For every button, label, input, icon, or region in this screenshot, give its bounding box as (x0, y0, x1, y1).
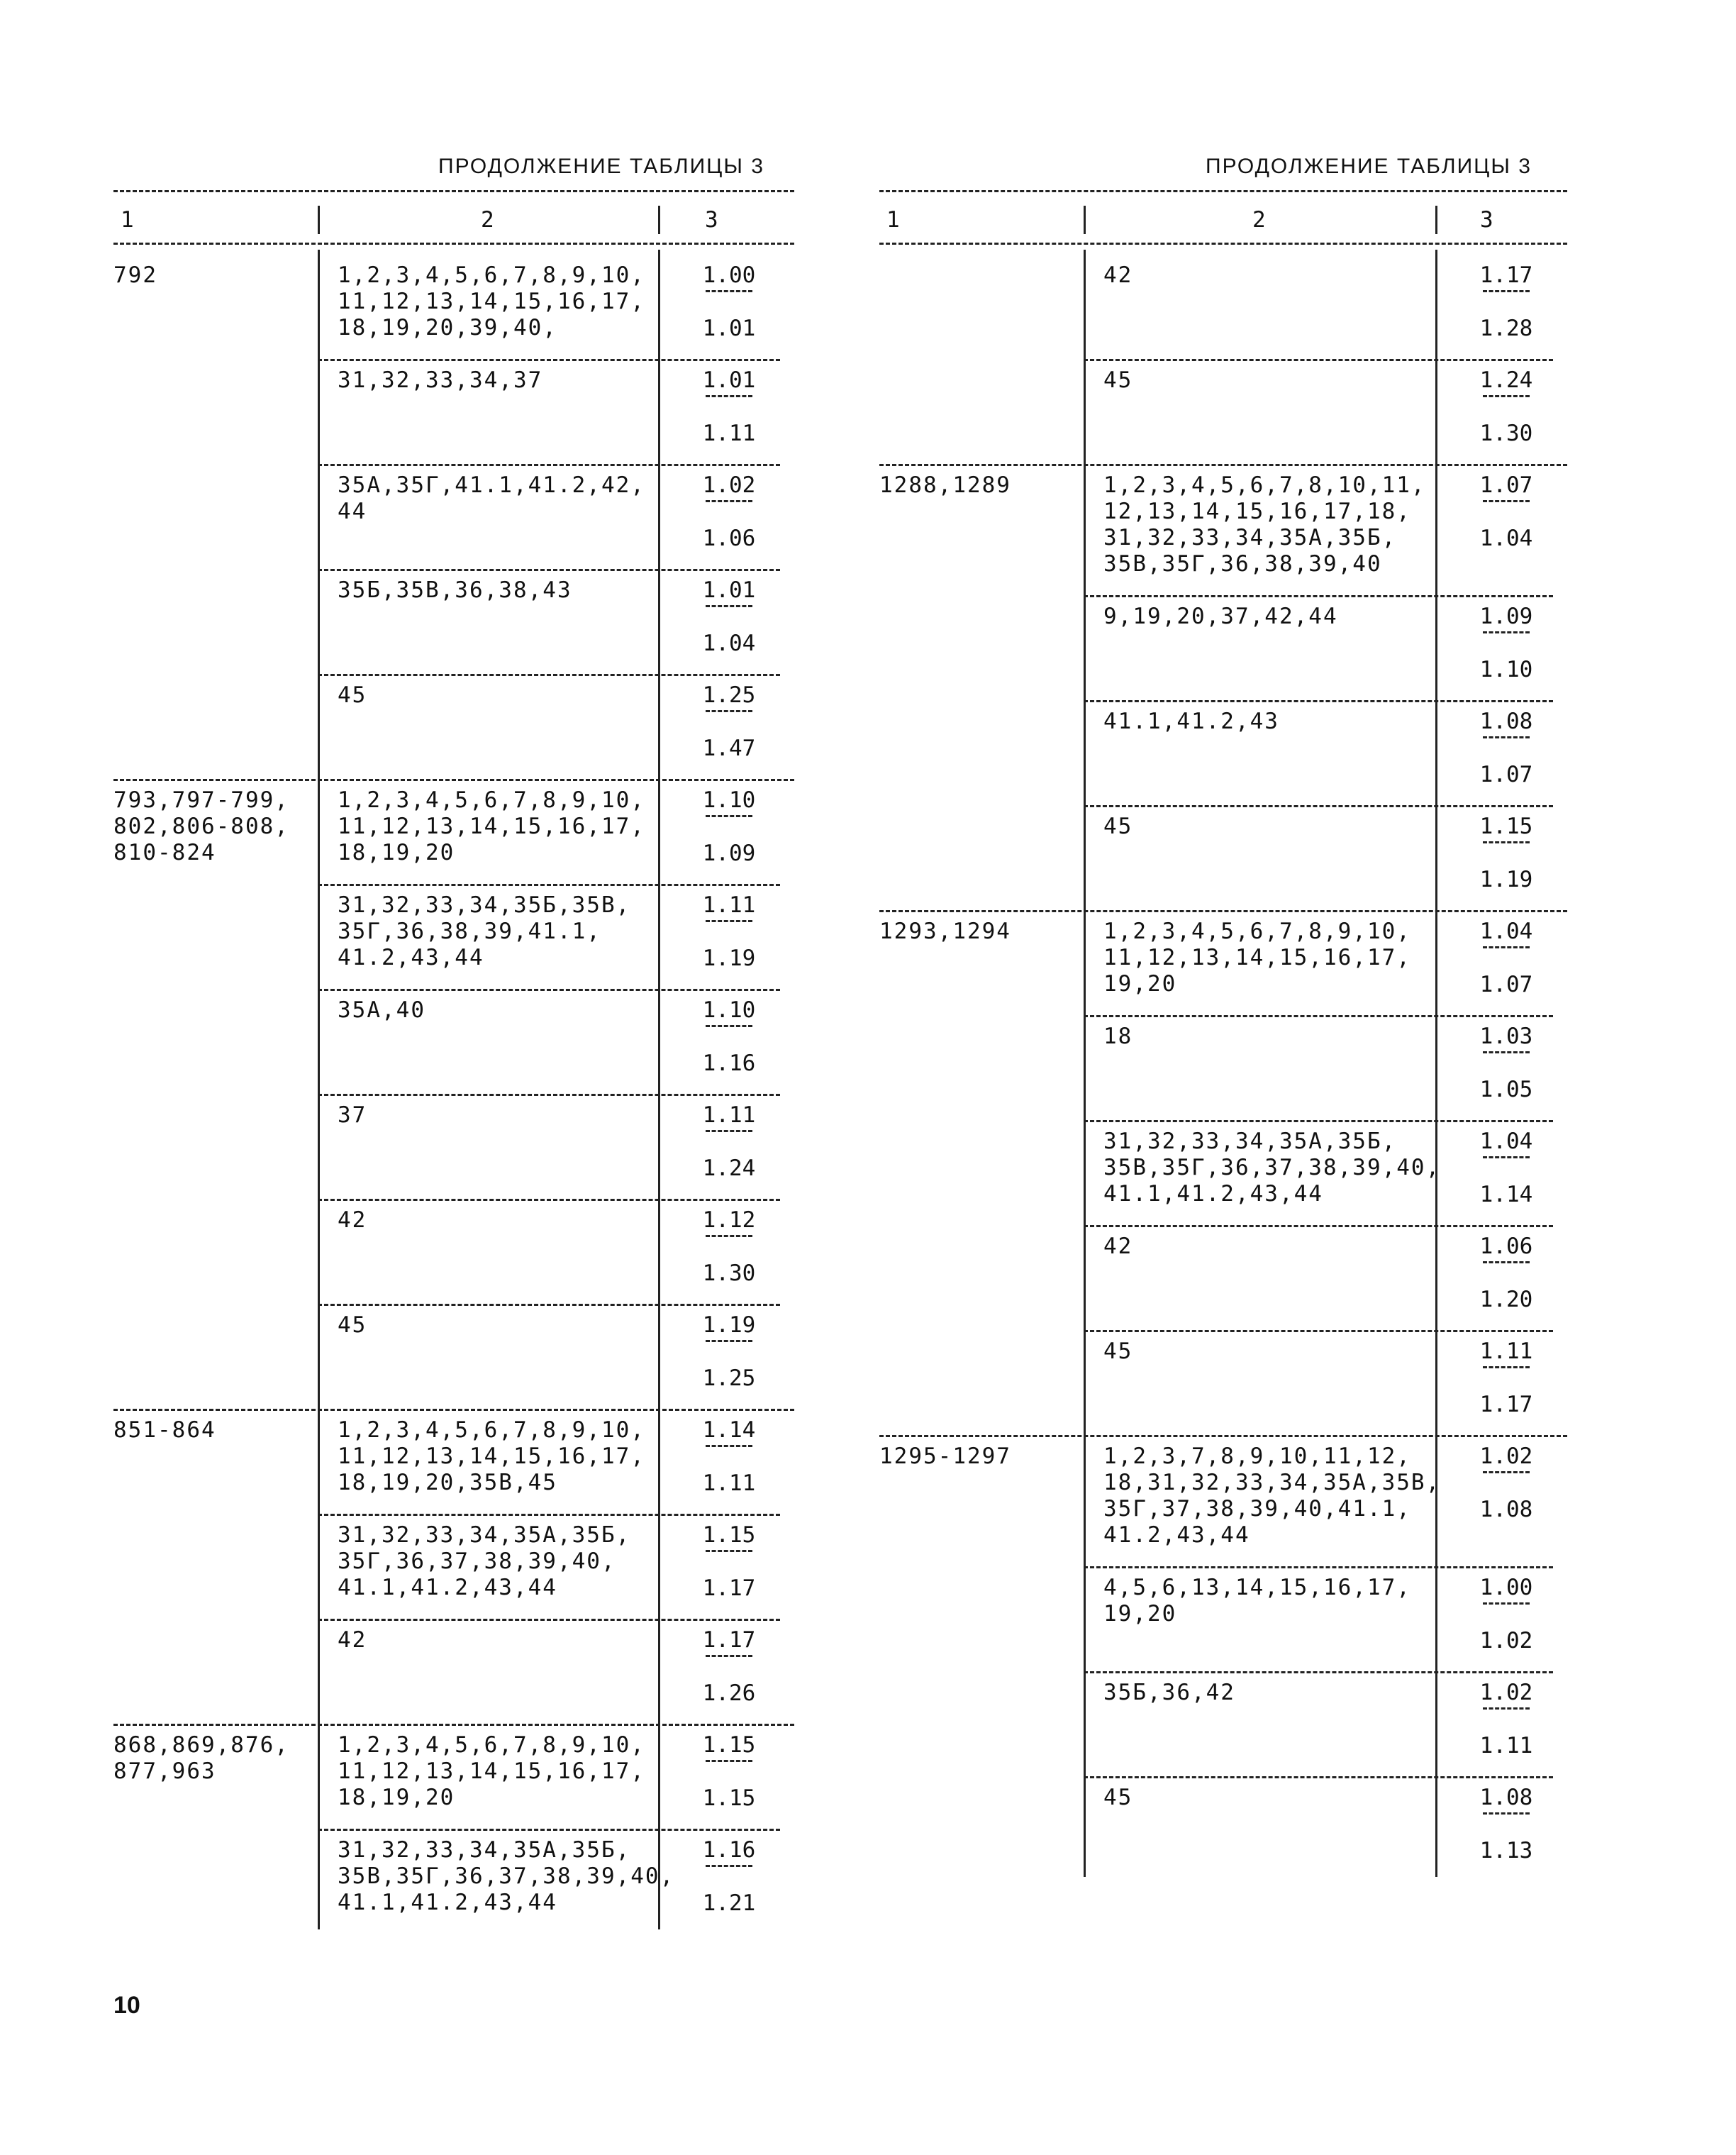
cell-parameters: 37 (338, 1102, 367, 1128)
cell-parameters: 31,32,33,34,35А,35Б, 35В,35Г,36,37,38,39,40, 41.1,41.2,43,44 (338, 1837, 675, 1915)
coefficient-denominator: 1.06 (702, 526, 756, 551)
row-separator (318, 989, 780, 991)
cell-coefficient (686, 577, 772, 657)
coefficient-denominator: 1.30 (702, 1261, 756, 1286)
row-separator (318, 1619, 780, 1621)
column-header-1: 1 (121, 207, 134, 233)
header-top-rule (113, 190, 794, 192)
header-divider (1435, 206, 1437, 234)
group-id: 868,869,876, 877,963 (113, 1732, 289, 1784)
group-separator (879, 910, 1567, 912)
cell-parameters: 9,19,20,37,42,44 (1103, 604, 1338, 629)
coefficient-denominator: 1.15 (702, 1785, 756, 1811)
cell-parameters: 35Б,36,42 (1103, 1680, 1235, 1705)
cell-coefficient (686, 472, 772, 552)
fraction-bar (1483, 1812, 1530, 1837)
coefficient-numerator: 1.12 (702, 1207, 756, 1233)
coefficient-denominator: 1.09 (702, 841, 756, 866)
row-separator (1084, 1566, 1553, 1568)
cell-coefficient (1464, 367, 1549, 447)
cell-coefficient (1464, 1024, 1549, 1103)
cell-coefficient (1464, 1444, 1549, 1523)
fraction-bar (1483, 500, 1530, 524)
coefficient-numerator: 1.09 (1479, 604, 1533, 629)
coefficient-denominator: 1.14 (1479, 1182, 1533, 1207)
coefficient-denominator: 1.47 (702, 736, 756, 761)
table-continuation-title: ПРОДОЛЖЕНИЕ ТАБЛИЦЫ 3 (1206, 155, 1532, 178)
coefficient-denominator: 1.11 (702, 1470, 756, 1496)
cell-parameters: 31,32,33,34,35А,35Б, 35В,35Г,36,37,38,39,40, 41.1,41.2,43,44 (1103, 1129, 1441, 1207)
cell-coefficient (686, 1627, 772, 1707)
header-divider (318, 206, 320, 234)
cell-coefficient (1464, 1680, 1549, 1759)
coefficient-numerator: 1.01 (702, 577, 756, 603)
coefficient-numerator: 1.03 (1479, 1024, 1533, 1049)
fraction-bar (706, 1340, 752, 1364)
column-header-2: 2 (481, 207, 494, 233)
cell-coefficient (1464, 919, 1549, 998)
fraction-bar (706, 710, 752, 734)
cell-coefficient (1464, 262, 1549, 342)
cell-coefficient (686, 1312, 772, 1392)
cell-coefficient (1464, 709, 1549, 788)
coefficient-numerator: 1.00 (702, 262, 756, 288)
row-separator (1084, 595, 1553, 597)
column-divider (1435, 250, 1437, 1877)
fraction-bar (706, 920, 752, 944)
fraction-bar (706, 395, 752, 419)
group-id: 851-864 (113, 1417, 216, 1443)
coefficient-numerator: 1.02 (1479, 1444, 1533, 1469)
coefficient-numerator: 1.15 (1479, 814, 1533, 839)
coefficient-denominator: 1.21 (702, 1890, 756, 1916)
group-separator (879, 464, 1567, 466)
column-divider (658, 250, 660, 1929)
coefficient-denominator: 1.26 (702, 1680, 756, 1706)
cell-coefficient (686, 262, 772, 342)
coefficient-denominator: 1.08 (1479, 1497, 1533, 1522)
cell-coefficient (686, 1417, 772, 1497)
group-id: 1293,1294 (879, 919, 1011, 944)
cell-coefficient (1464, 1339, 1549, 1418)
header-top-rule (879, 190, 1567, 192)
group-separator (879, 1435, 1567, 1437)
coefficient-numerator: 1.25 (702, 682, 756, 708)
cell-parameters: 35А,40 (338, 997, 425, 1023)
column-divider (1084, 250, 1086, 1877)
coefficient-denominator: 1.11 (702, 421, 756, 446)
row-separator (318, 359, 780, 361)
column-divider (318, 250, 320, 1929)
coefficient-numerator: 1.04 (1479, 1129, 1533, 1154)
cell-coefficient (1464, 1575, 1549, 1654)
cell-parameters: 31,32,33,34,35Б,35В, 35Г,36,38,39,41.1, 41.2,43,44 (338, 892, 631, 970)
fraction-bar (706, 290, 752, 314)
group-id: 793,797-799, 802,806-808, 810-824 (113, 787, 289, 865)
coefficient-numerator: 1.02 (702, 472, 756, 498)
coefficient-numerator: 1.00 (1479, 1575, 1533, 1600)
cell-parameters: 45 (1103, 814, 1133, 839)
cell-parameters: 35Б,35В,36,38,43 (338, 577, 572, 603)
header-divider (1084, 206, 1086, 234)
fraction-bar (1483, 946, 1530, 970)
cell-parameters: 1,2,3,4,5,6,7,8,9,10, 11,12,13,14,15,16,17, 18,19,20,39,40, (338, 262, 645, 340)
fraction-bar (706, 1235, 752, 1259)
row-separator (1084, 359, 1553, 361)
fraction-bar (1483, 1156, 1530, 1180)
coefficient-denominator: 1.05 (1479, 1077, 1533, 1102)
coefficient-numerator: 1.10 (702, 787, 756, 813)
cell-parameters: 45 (1103, 367, 1133, 393)
coefficient-denominator: 1.04 (702, 631, 756, 656)
row-separator (318, 674, 780, 676)
coefficient-numerator: 1.11 (702, 1102, 756, 1128)
column-header-3: 3 (705, 207, 718, 233)
page-number: 10 (113, 1992, 140, 2019)
row-separator (318, 1094, 780, 1096)
group-id: 1295-1297 (879, 1444, 1011, 1469)
cell-parameters: 35А,35Г,41.1,41.2,42, 44 (338, 472, 645, 524)
header-bottom-rule (879, 243, 1567, 245)
cell-parameters: 1,2,3,4,5,6,7,8,10,11, 12,13,14,15,16,17,18, 31,32,33,34,35А,35Б, 35В,35Г,36,38,39,40 (1103, 472, 1426, 577)
coefficient-denominator: 1.07 (1479, 972, 1533, 997)
fraction-bar (706, 500, 752, 524)
row-separator (1084, 1015, 1553, 1017)
row-separator (318, 1829, 780, 1831)
fraction-bar (1483, 290, 1530, 314)
coefficient-numerator: 1.16 (702, 1837, 756, 1863)
coefficient-numerator: 1.08 (1479, 1785, 1533, 1810)
row-separator (1084, 700, 1553, 702)
coefficient-numerator: 1.15 (702, 1522, 756, 1548)
coefficient-numerator: 1.11 (1479, 1339, 1533, 1364)
coefficient-denominator: 1.20 (1479, 1287, 1533, 1312)
fraction-bar (1483, 1261, 1530, 1285)
column-header-1: 1 (886, 207, 900, 233)
group-separator (113, 1409, 794, 1411)
cell-coefficient (686, 1837, 772, 1917)
row-separator (1084, 805, 1553, 807)
cell-coefficient (686, 1522, 772, 1602)
fraction-bar (1483, 1602, 1530, 1627)
coefficient-denominator: 1.17 (702, 1575, 756, 1601)
cell-coefficient (686, 892, 772, 972)
row-separator (318, 1514, 780, 1516)
cell-coefficient (686, 1102, 772, 1182)
column-header-2: 2 (1252, 207, 1266, 233)
coefficient-denominator: 1.25 (702, 1365, 756, 1391)
coefficient-numerator: 1.17 (1479, 262, 1533, 288)
coefficient-denominator: 1.19 (702, 946, 756, 971)
fraction-bar (706, 605, 752, 629)
cell-coefficient (686, 367, 772, 447)
fraction-bar (1483, 841, 1530, 865)
coefficient-numerator: 1.14 (702, 1417, 756, 1443)
group-separator (113, 1724, 794, 1726)
cell-parameters: 45 (338, 682, 367, 708)
cell-parameters: 42 (1103, 1234, 1133, 1259)
fraction-bar (706, 1760, 752, 1784)
coefficient-numerator: 1.11 (702, 892, 756, 918)
coefficient-numerator: 1.07 (1479, 472, 1533, 498)
row-separator (1084, 1671, 1553, 1673)
coefficient-denominator: 1.10 (1479, 657, 1533, 682)
fraction-bar (1483, 736, 1530, 760)
coefficient-denominator: 1.01 (702, 316, 756, 341)
row-separator (318, 1304, 780, 1306)
cell-coefficient (1464, 472, 1549, 552)
cell-coefficient (686, 997, 772, 1077)
header-bottom-rule (113, 243, 794, 245)
cell-parameters: 42 (338, 1207, 367, 1233)
cell-coefficient (686, 682, 772, 762)
cell-parameters: 1,2,3,4,5,6,7,8,9,10, 11,12,13,14,15,16,17, 18,19,20 (338, 787, 645, 865)
fraction-bar (706, 1865, 752, 1889)
cell-coefficient (1464, 604, 1549, 683)
header-divider (658, 206, 660, 234)
cell-parameters: 45 (1103, 1339, 1133, 1364)
coefficient-numerator: 1.01 (702, 367, 756, 393)
coefficient-numerator: 1.24 (1479, 367, 1533, 393)
cell-parameters: 31,32,33,34,37 (338, 367, 543, 393)
cell-coefficient (686, 1732, 772, 1812)
cell-parameters: 4,5,6,13,14,15,16,17, 19,20 (1103, 1575, 1411, 1627)
fraction-bar (706, 1655, 752, 1679)
fraction-bar (1483, 631, 1530, 655)
cell-coefficient (1464, 1129, 1549, 1208)
row-separator (1084, 1120, 1553, 1122)
row-separator (318, 464, 780, 466)
cell-coefficient (1464, 1785, 1549, 1864)
fraction-bar (706, 1130, 752, 1154)
fraction-bar (1483, 1051, 1530, 1075)
cell-coefficient (1464, 1234, 1549, 1313)
coefficient-denominator: 1.07 (1479, 762, 1533, 787)
coefficient-denominator: 1.04 (1479, 526, 1533, 551)
cell-parameters: 18 (1103, 1024, 1133, 1049)
cell-coefficient (686, 787, 772, 867)
fraction-bar (706, 1550, 752, 1574)
cell-parameters: 41.1,41.2,43 (1103, 709, 1279, 734)
table-continuation-title: ПРОДОЛЖЕНИЕ ТАБЛИЦЫ 3 (438, 155, 764, 178)
coefficient-denominator: 1.02 (1479, 1628, 1533, 1653)
row-separator (318, 569, 780, 571)
cell-parameters: 1,2,3,4,5,6,7,8,9,10, 11,12,13,14,15,16,17, 19,20 (1103, 919, 1411, 997)
row-separator (318, 884, 780, 886)
coefficient-denominator: 1.24 (702, 1156, 756, 1181)
group-separator (113, 779, 794, 781)
cell-parameters: 31,32,33,34,35А,35Б, 35Г,36,37,38,39,40, 41.1,41.2,43,44 (338, 1522, 631, 1600)
coefficient-numerator: 1.02 (1479, 1680, 1533, 1705)
coefficient-denominator: 1.11 (1479, 1733, 1533, 1758)
row-separator (1084, 1330, 1553, 1332)
coefficient-numerator: 1.06 (1479, 1234, 1533, 1259)
cell-parameters: 45 (338, 1312, 367, 1338)
coefficient-denominator: 1.19 (1479, 867, 1533, 892)
coefficient-denominator: 1.13 (1479, 1838, 1533, 1863)
fraction-bar (1483, 395, 1530, 419)
fraction-bar (1483, 1707, 1530, 1732)
row-separator (1084, 1225, 1553, 1227)
coefficient-numerator: 1.17 (702, 1627, 756, 1653)
cell-parameters: 45 (1103, 1785, 1133, 1810)
coefficient-denominator: 1.30 (1479, 421, 1533, 446)
cell-coefficient (1464, 814, 1549, 893)
cell-parameters: 42 (1103, 262, 1133, 288)
coefficient-numerator: 1.10 (702, 997, 756, 1023)
fraction-bar (706, 815, 752, 839)
coefficient-numerator: 1.04 (1479, 919, 1533, 944)
cell-parameters: 1,2,3,7,8,9,10,11,12, 18,31,32,33,34,35А,35В, 35Г,37,38,39,40,41.1, 41.2,43,44 (1103, 1444, 1441, 1548)
coefficient-denominator: 1.28 (1479, 316, 1533, 341)
coefficient-numerator: 1.08 (1479, 709, 1533, 734)
coefficient-numerator: 1.19 (702, 1312, 756, 1338)
coefficient-denominator: 1.17 (1479, 1392, 1533, 1417)
row-separator (318, 1199, 780, 1201)
fraction-bar (1483, 1366, 1530, 1390)
coefficient-numerator: 1.15 (702, 1732, 756, 1758)
column-header-3: 3 (1480, 207, 1493, 233)
row-separator (1084, 1776, 1553, 1778)
group-id: 1288,1289 (879, 472, 1011, 498)
group-id: 792 (113, 262, 157, 288)
cell-coefficient (686, 1207, 772, 1287)
coefficient-denominator: 1.16 (702, 1051, 756, 1076)
fraction-bar (706, 1445, 752, 1469)
fraction-bar (706, 1025, 752, 1049)
fraction-bar (1483, 1471, 1530, 1495)
cell-parameters: 42 (338, 1627, 367, 1653)
cell-parameters: 1,2,3,4,5,6,7,8,9,10, 11,12,13,14,15,16,17, 18,19,20 (338, 1732, 645, 1810)
cell-parameters: 1,2,3,4,5,6,7,8,9,10, 11,12,13,14,15,16,17, 18,19,20,35В,45 (338, 1417, 645, 1495)
